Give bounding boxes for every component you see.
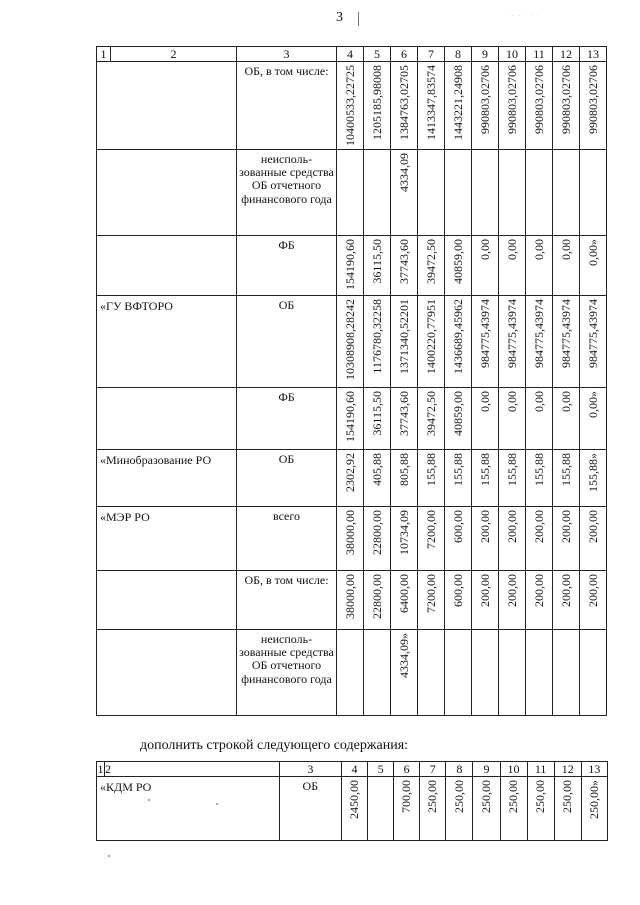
value-text: 155,88 (504, 453, 519, 486)
value-text: 2302,92 (342, 453, 357, 492)
value-cell (445, 296, 472, 388)
header-cell: 6 (394, 762, 420, 777)
value-text: 38000,00 (342, 510, 357, 555)
value-cell (499, 150, 526, 236)
value-text: 0,00 (477, 391, 492, 412)
table-row (97, 388, 607, 450)
value-text: 37743,60 (396, 391, 411, 436)
value-cell (553, 450, 580, 507)
value-cell (418, 630, 445, 716)
header-cell: 1 (97, 761, 104, 776)
value-text: 250,00 (452, 780, 467, 813)
header-cell: 5 (368, 762, 394, 777)
value-cell (341, 777, 367, 841)
value-text: 155,88 (450, 453, 465, 486)
scan-dot (108, 855, 110, 857)
value-cell (499, 630, 526, 716)
header-cell: 7 (420, 762, 446, 777)
value-cell (580, 388, 607, 450)
value-cell (445, 571, 472, 630)
value-cell (499, 296, 526, 388)
value-cell (445, 62, 472, 150)
value-cell (337, 450, 364, 507)
value-cell (364, 571, 391, 630)
header-cell: 1 (97, 47, 111, 62)
value-cell (580, 296, 607, 388)
value-cell (364, 296, 391, 388)
value-cell (391, 236, 418, 296)
value-text: 7200,00 (423, 510, 438, 549)
value-text: 4334,09» (396, 633, 411, 678)
value-cell (526, 236, 553, 296)
value-text: 990803,02706 (477, 65, 492, 134)
header-cell: 6 (391, 47, 418, 62)
value-cell (337, 630, 364, 716)
value-cell (420, 777, 446, 841)
table-row (97, 62, 607, 150)
value-text: 200,00 (477, 510, 492, 543)
table-row (97, 450, 607, 507)
value-cell (337, 62, 364, 150)
value-cell (364, 630, 391, 716)
scan-dot (148, 799, 150, 801)
value-text: 2450,00 (347, 780, 362, 819)
value-text: 200,00 (558, 574, 573, 607)
value-cell (554, 777, 581, 841)
value-text: 22800,00 (369, 574, 384, 619)
corner-text: · · · · · · (506, 12, 540, 20)
value-cell (445, 507, 472, 571)
value-text: 990803,02706 (585, 65, 600, 134)
value-cell (499, 236, 526, 296)
value-text: 0,00» (585, 391, 600, 418)
value-cell (472, 236, 499, 296)
value-text: 155,88 (423, 453, 438, 486)
funding-source-cell: ОБ, в том числе: (237, 571, 337, 630)
header-cell: 10 (500, 762, 527, 777)
value-cell (526, 150, 553, 236)
value-cell (472, 150, 499, 236)
value-text: 405,88 (369, 453, 384, 486)
value-text: 0,00 (477, 239, 492, 260)
value-cell (526, 296, 553, 388)
value-cell (472, 388, 499, 450)
value-text: 39472,50 (423, 391, 438, 436)
value-text: 0,00 (558, 239, 573, 260)
value-text: 200,00 (531, 574, 546, 607)
value-text: 200,00 (585, 510, 600, 543)
value-text: 200,00 (558, 510, 573, 543)
value-cell (337, 388, 364, 450)
value-cell (472, 630, 499, 716)
value-cell (500, 777, 527, 841)
header-cell: 12 (553, 47, 580, 62)
header-cell: 13 (580, 47, 607, 62)
value-cell (446, 777, 473, 841)
value-cell (553, 62, 580, 150)
value-cell (553, 236, 580, 296)
value-text: 200,00 (504, 510, 519, 543)
table-row (97, 296, 607, 388)
value-cell (499, 388, 526, 450)
value-cell (580, 450, 607, 507)
table-row (97, 507, 607, 571)
value-cell (391, 150, 418, 236)
value-text: 200,00 (477, 574, 492, 607)
value-text: 10308908,28242 (342, 299, 357, 380)
page-number: 3 (336, 10, 343, 25)
value-cell (418, 450, 445, 507)
page-number-mark (358, 12, 359, 26)
header-cell: 11 (527, 762, 554, 777)
value-text: 1436689,45962 (450, 299, 465, 374)
value-text: 22800,00 (369, 510, 384, 555)
header-cell: 9 (472, 47, 499, 62)
value-text: 155,88 (477, 453, 492, 486)
value-cell (391, 450, 418, 507)
value-cell (364, 150, 391, 236)
value-text: 10400533,22725 (342, 65, 357, 146)
value-cell (391, 571, 418, 630)
value-text: 155,88 (531, 453, 546, 486)
scan-dot (216, 803, 218, 805)
organization-cell: «МЭР РО (97, 507, 237, 571)
value-text: 805,88 (396, 453, 411, 486)
value-text: 0,00 (531, 391, 546, 412)
funding-source-cell: ОБ, в том числе: (237, 62, 337, 150)
funding-source-cell: ФБ (237, 388, 337, 450)
value-text: 39472,50 (423, 239, 438, 284)
value-cell (364, 236, 391, 296)
value-cell (580, 236, 607, 296)
value-text: 200,00 (585, 574, 600, 607)
value-cell (472, 450, 499, 507)
value-cell (527, 777, 554, 841)
header-cell: 7 (418, 47, 445, 62)
value-text: 6400,00 (396, 574, 411, 613)
value-cell (418, 388, 445, 450)
value-cell (337, 571, 364, 630)
value-text: 0,00 (504, 391, 519, 412)
value-cell (337, 236, 364, 296)
value-text: 154190,60 (342, 391, 357, 442)
value-cell (445, 388, 472, 450)
funding-source-cell: ОБ (279, 777, 341, 841)
value-text: 0,00 (531, 239, 546, 260)
value-text: 600,00 (450, 574, 465, 607)
value-text: 984775,43974 (477, 299, 492, 368)
value-text: 0,00 (504, 239, 519, 260)
value-cell (553, 388, 580, 450)
value-cell (364, 507, 391, 571)
value-cell (553, 571, 580, 630)
value-text: 1443221,24908 (450, 65, 465, 140)
value-text: 984775,43974 (504, 299, 519, 368)
value-text: 1176780,32258 (369, 299, 384, 374)
value-cell (472, 571, 499, 630)
value-cell (418, 571, 445, 630)
value-text: 40859,00 (450, 391, 465, 436)
value-cell (445, 236, 472, 296)
funding-source-cell: неисполь-зованные средства ОБ отчетного финансового года (237, 630, 337, 716)
value-cell (445, 450, 472, 507)
value-text: 1205185,98008 (369, 65, 384, 140)
table-header-row (97, 762, 608, 777)
value-cell (553, 296, 580, 388)
value-cell (526, 630, 553, 716)
value-text: 0,00» (585, 239, 600, 266)
value-text: 250,00» (587, 780, 602, 819)
value-cell (472, 296, 499, 388)
value-cell (337, 507, 364, 571)
value-cell (418, 296, 445, 388)
value-text: 200,00 (504, 574, 519, 607)
value-cell (526, 388, 553, 450)
value-text: 36115,50 (369, 391, 384, 436)
table-row (97, 571, 607, 630)
value-cell (364, 388, 391, 450)
value-cell (526, 571, 553, 630)
value-cell (580, 571, 607, 630)
table-header-row (97, 47, 607, 62)
organization-cell (97, 388, 237, 450)
header-cell: 11 (526, 47, 553, 62)
value-cell (580, 150, 607, 236)
value-cell (391, 388, 418, 450)
value-cell (580, 630, 607, 716)
value-cell (581, 777, 607, 841)
header-cell: 12 (554, 762, 581, 777)
value-text: 1384763,02705 (396, 65, 411, 140)
value-text: 600,00 (450, 510, 465, 543)
value-cell (526, 507, 553, 571)
value-cell (580, 507, 607, 571)
value-cell (499, 62, 526, 150)
table-row (97, 150, 607, 236)
value-text: 990803,02706 (531, 65, 546, 134)
organization-cell (97, 150, 237, 236)
value-text: 155,88 (558, 453, 573, 486)
value-cell (526, 450, 553, 507)
value-cell (418, 236, 445, 296)
value-text: 984775,43974 (531, 299, 546, 368)
value-text: 250,00 (533, 780, 548, 813)
header-cell: 5 (364, 47, 391, 62)
value-text: 1413347,83574 (423, 65, 438, 140)
funding-source-cell: ОБ (237, 296, 337, 388)
header-cell: 9 (473, 762, 500, 777)
value-text: 40859,00 (450, 239, 465, 284)
value-cell (418, 62, 445, 150)
header-cell: 2 (111, 47, 237, 62)
value-cell (473, 777, 500, 841)
value-cell (364, 62, 391, 150)
header-cell: 3 (279, 762, 341, 777)
header-cell: 4 (337, 47, 364, 62)
header-cell: 8 (446, 762, 473, 777)
value-cell (391, 507, 418, 571)
funding-source-cell: всего (237, 507, 337, 571)
value-cell (391, 296, 418, 388)
organization-cell: «ГУ ВФТОРО (97, 296, 237, 388)
value-cell (445, 150, 472, 236)
funding-source-cell: неисполь-зованные средства ОБ отчетного финансового года (237, 150, 337, 236)
header-cell: 2 (105, 762, 280, 777)
value-cell (526, 62, 553, 150)
value-cell (418, 507, 445, 571)
value-cell (394, 777, 420, 841)
organization-cell (97, 630, 237, 716)
value-cell (337, 150, 364, 236)
value-cell (391, 62, 418, 150)
value-cell (553, 630, 580, 716)
funding-source-cell: ОБ (237, 450, 337, 507)
header-cell: 8 (445, 47, 472, 62)
value-cell (391, 630, 418, 716)
organization-cell: «КДМ РО (97, 777, 280, 841)
value-cell (499, 507, 526, 571)
organization-cell: «Минобразование РО (97, 450, 237, 507)
value-cell (499, 571, 526, 630)
value-text: 10734,09 (396, 510, 411, 555)
value-text: 155,88» (585, 453, 600, 492)
value-cell (445, 630, 472, 716)
value-cell (364, 450, 391, 507)
header-cell: 13 (581, 762, 607, 777)
value-cell (337, 296, 364, 388)
value-text: 250,00 (425, 780, 440, 813)
value-text: 7200,00 (423, 574, 438, 613)
value-text: 36115,50 (369, 239, 384, 284)
table-row (97, 777, 608, 841)
value-text: 984775,43974 (558, 299, 573, 368)
organization-cell (97, 571, 237, 630)
value-text: 990803,02706 (558, 65, 573, 134)
addition-table (96, 761, 608, 841)
value-cell (499, 450, 526, 507)
value-text: 0,00 (558, 391, 573, 412)
budget-table (96, 46, 607, 716)
value-text: 200,00 (531, 510, 546, 543)
value-text: 984775,43974 (585, 299, 600, 368)
organization-cell (97, 236, 237, 296)
header-cell: 4 (341, 762, 367, 777)
value-text: 38000,00 (342, 574, 357, 619)
value-text: 250,00 (560, 780, 575, 813)
value-text: 4334,09 (396, 153, 411, 192)
value-cell (418, 150, 445, 236)
value-text: 1371340,52201 (396, 299, 411, 374)
value-cell (580, 62, 607, 150)
value-text: 37743,60 (396, 239, 411, 284)
table-row (97, 236, 607, 296)
header-cell: 10 (499, 47, 526, 62)
value-text: 990803,02706 (504, 65, 519, 134)
value-text: 250,00 (506, 780, 521, 813)
table-row (97, 630, 607, 716)
value-cell (553, 507, 580, 571)
add-row-instruction: дополнить строкой следующего содержания: (140, 738, 409, 753)
value-text: 154190,60 (342, 239, 357, 290)
value-text: 1400220,77951 (423, 299, 438, 374)
value-cell (553, 150, 580, 236)
funding-source-cell: ФБ (237, 236, 337, 296)
value-text: 700,00 (399, 780, 414, 813)
value-cell (368, 777, 394, 841)
value-text: 250,00 (479, 780, 494, 813)
organization-cell (97, 62, 237, 150)
value-cell (472, 507, 499, 571)
header-cell: 3 (237, 47, 337, 62)
value-cell (472, 62, 499, 150)
